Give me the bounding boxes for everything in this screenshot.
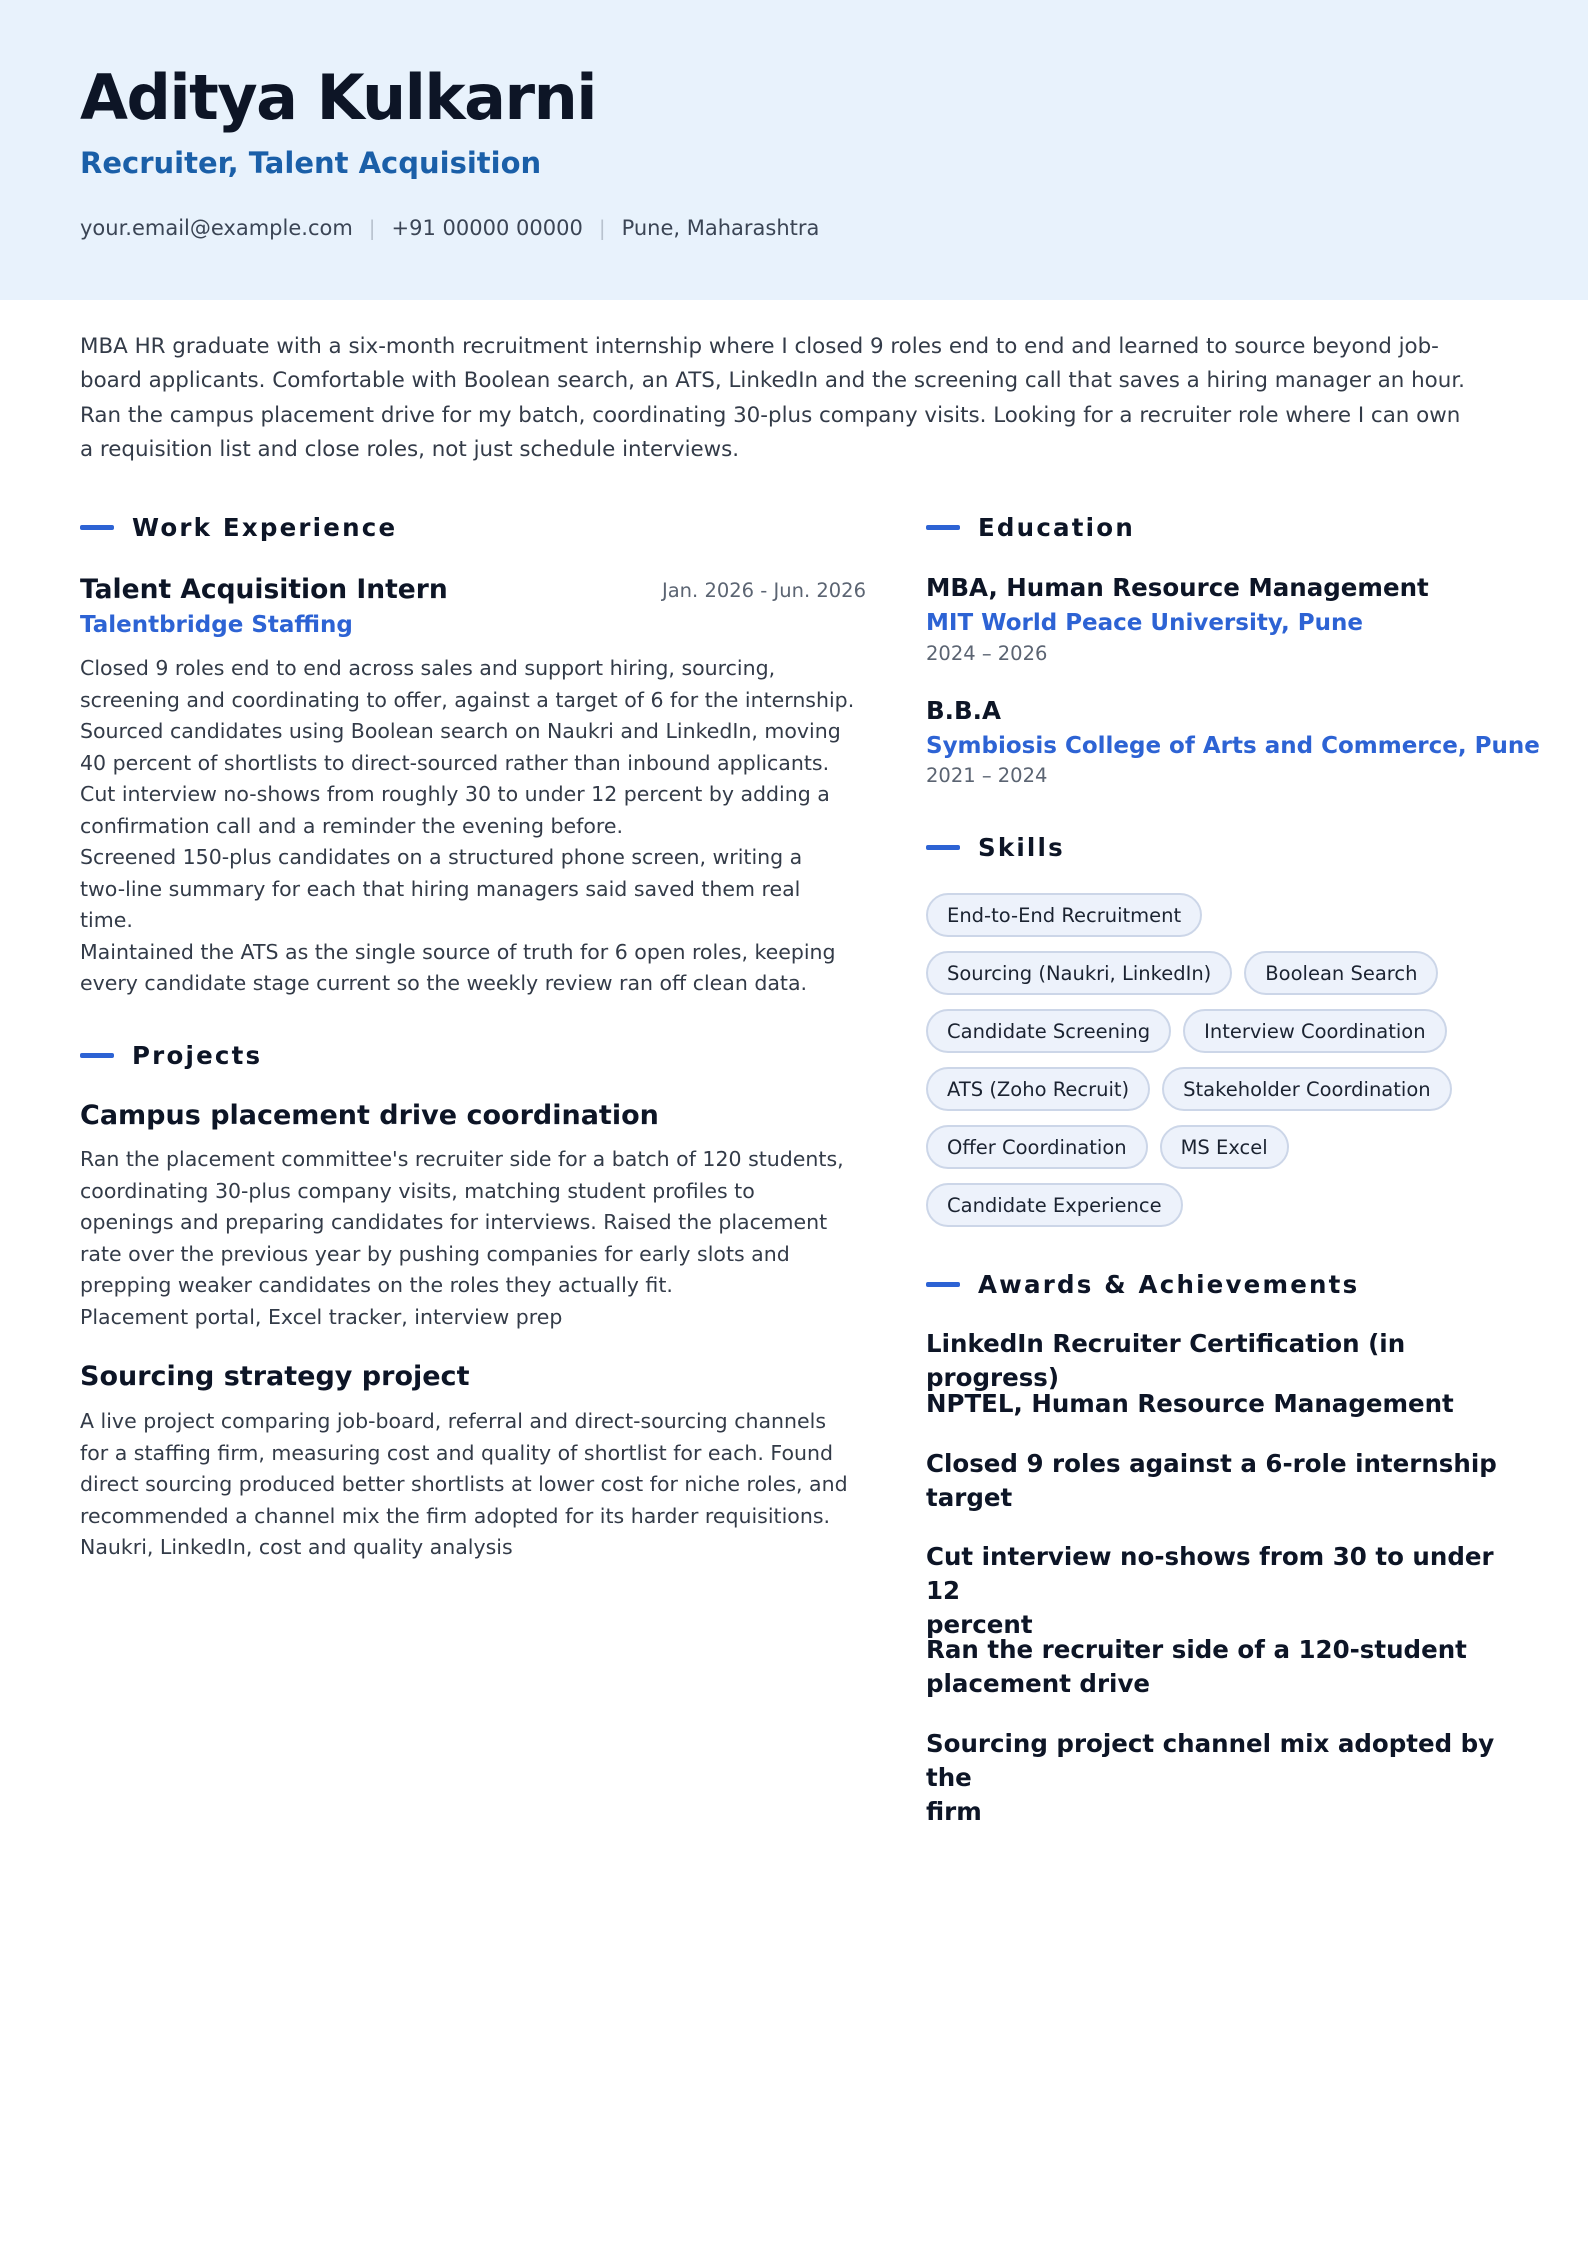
award-item [926,1540,1526,1642]
skill-chip: Sourcing (Naukri, LinkedIn) [926,951,1232,995]
contact-line [80,212,819,244]
skill-row [926,1067,1526,1111]
job-line: time. [80,908,133,932]
skill-row [926,893,1526,937]
project-line: rate over the previous year by pushing companies for early slots and [80,1241,790,1266]
awards-heading [926,1270,1359,1299]
job-line: Cut interview no-shows from roughly 30 to under 12 percent by adding a [80,782,830,806]
education-degree: MBA, Human Resource Management [926,573,1429,602]
job-line: Sourced candidates using Boolean search on Naukri and LinkedIn, moving [80,719,841,743]
heading-accent-bar [926,845,960,850]
candidate-role: Recruiter, Talent Acquisition [80,146,542,180]
award-item [926,1727,1526,1829]
skill-chip: Candidate Experience [926,1183,1183,1227]
job-line: Maintained the ATS as the single source of truth for 6 open roles, keeping [80,939,836,964]
section-title: Projects [132,1041,263,1070]
section-title: Education [978,513,1135,542]
job-line: screening and coordinating to offer, against a target of 6 for the internship. [80,687,855,712]
award-line: placement drive [926,1669,1151,1698]
contact-separator: | [368,216,376,240]
skills-heading [926,833,1065,862]
award-line: Ran the recruiter side of a 120-student [926,1635,1467,1664]
award-item [926,1447,1526,1515]
summary-line: MBA HR graduate with a six-month recruitment internship where I closed 9 roles end to end and learned to source beyond job- [80,334,1439,359]
section-title: Work Experience [132,513,398,542]
skill-chip: Stakeholder Coordination [1162,1067,1451,1111]
candidate-name: Aditya Kulkarni [80,61,596,134]
project-description [80,1406,880,1564]
contact-phone[interactable]: +91 00000 00000 [391,216,583,240]
section-title: Awards & Achievements [978,1270,1360,1299]
award-line: Closed 9 roles against a 6-role internship [926,1449,1497,1478]
heading-accent-bar [926,1282,960,1287]
summary [80,330,1510,467]
project-line: A live project comparing job-board, referral and direct-sourcing channels [80,1409,826,1433]
skill-row [926,1009,1526,1053]
summary-line: board applicants. Comfortable with Boolean search, an ATS, LinkedIn and the screening call that saves a hiring manager an hour. [80,368,1465,394]
project-line: Ran the placement committee's recruiter side for a batch of 120 students, [80,1147,844,1171]
summary-line: a requisition list and close roles, not just schedule interviews. [80,436,740,462]
job-line: Closed 9 roles end to end across sales and support hiring, sourcing, [80,656,776,680]
skill-chip: Offer Coordination [926,1125,1148,1169]
job-description [80,653,880,1000]
award-line: NPTEL, Human Resource Management [926,1389,1454,1418]
skill-chip: Candidate Screening [926,1009,1171,1053]
award-line: Sourcing project channel mix adopted by the [926,1729,1495,1792]
skills-list [926,893,1526,1241]
work-experience-heading [80,513,397,542]
award-item [926,1387,1526,1421]
education-heading [926,513,1135,542]
skill-chip: Boolean Search [1244,951,1438,995]
header-band [0,0,1588,300]
skill-chip: ATS (Zoho Recruit) [926,1067,1150,1111]
job-title: Talent Acquisition Intern [80,574,448,605]
job-line: Screened 150-plus candidates on a structured phone screen, writing a [80,845,803,869]
contact-separator: | [598,216,606,240]
project-line: recommended a channel mix the firm adopted for its harder requisitions. [80,1503,831,1528]
education-years: 2021 – 2024 [926,764,1048,787]
skill-chip: End-to-End Recruitment [926,893,1202,937]
education-school: MIT World Peace University, Pune [926,610,1363,636]
award-line: Cut interview no-shows from 30 to under 12 [926,1542,1494,1605]
job-line: every candidate stage current so the weekly review ran off clean data. [80,971,808,995]
job-line: confirmation call and a reminder the evening before. [80,813,624,838]
job-company: Talentbridge Staffing [80,612,353,638]
heading-accent-bar [80,525,114,530]
project-tools: Placement portal, Excel tracker, interview prep [80,1304,563,1329]
project-line: prepping weaker candidates on the roles they actually fit. [80,1273,673,1297]
skill-row [926,1183,1526,1227]
job-line: two-line summary for each that hiring managers said saved them real [80,876,801,901]
project-title: Campus placement drive coordination [80,1100,659,1131]
project-tools: Naukri, LinkedIn, cost and quality analysis [80,1535,513,1559]
project-description [80,1144,880,1333]
project-line: coordinating 30-plus company visits, matching student profiles to [80,1178,755,1203]
award-item [926,1327,1526,1395]
skill-chip: Interview Coordination [1183,1009,1446,1053]
award-line: LinkedIn Recruiter Certification (in progress) [926,1329,1406,1392]
contact-location: Pune, Maharashtra [621,216,820,240]
section-title: Skills [978,833,1065,862]
heading-accent-bar [926,525,960,530]
skill-row [926,951,1526,995]
award-item [926,1633,1526,1701]
skill-row [926,1125,1526,1169]
education-years: 2024 – 2026 [926,642,1048,665]
skill-chip: MS Excel [1160,1125,1289,1169]
summary-line: Ran the campus placement drive for my batch, coordinating 30-plus company visits. Looking for a recruiter role where I can own [80,402,1461,428]
education-school: Symbiosis College of Arts and Commerce, Pune [926,733,1540,759]
education-degree: B.B.A [926,696,1001,725]
award-line: percent [926,1610,1033,1639]
project-title: Sourcing strategy project [80,1361,470,1392]
heading-accent-bar [80,1053,114,1058]
projects-heading [80,1041,262,1070]
project-line: for a staffing firm, measuring cost and quality of shortlist for each. Found [80,1440,833,1465]
contact-email[interactable]: your.email@example.com [80,216,353,240]
job-line: 40 percent of shortlists to direct-sourced rather than inbound applicants. [80,750,830,775]
job-dates: Jan. 2026 - Jun. 2026 [661,579,866,602]
award-line: target [926,1483,1013,1512]
project-line: direct sourcing produced better shortlists at lower cost for niche roles, and [80,1472,848,1496]
project-line: openings and preparing candidates for interviews. Raised the placement [80,1210,828,1234]
award-line: firm [926,1797,982,1826]
